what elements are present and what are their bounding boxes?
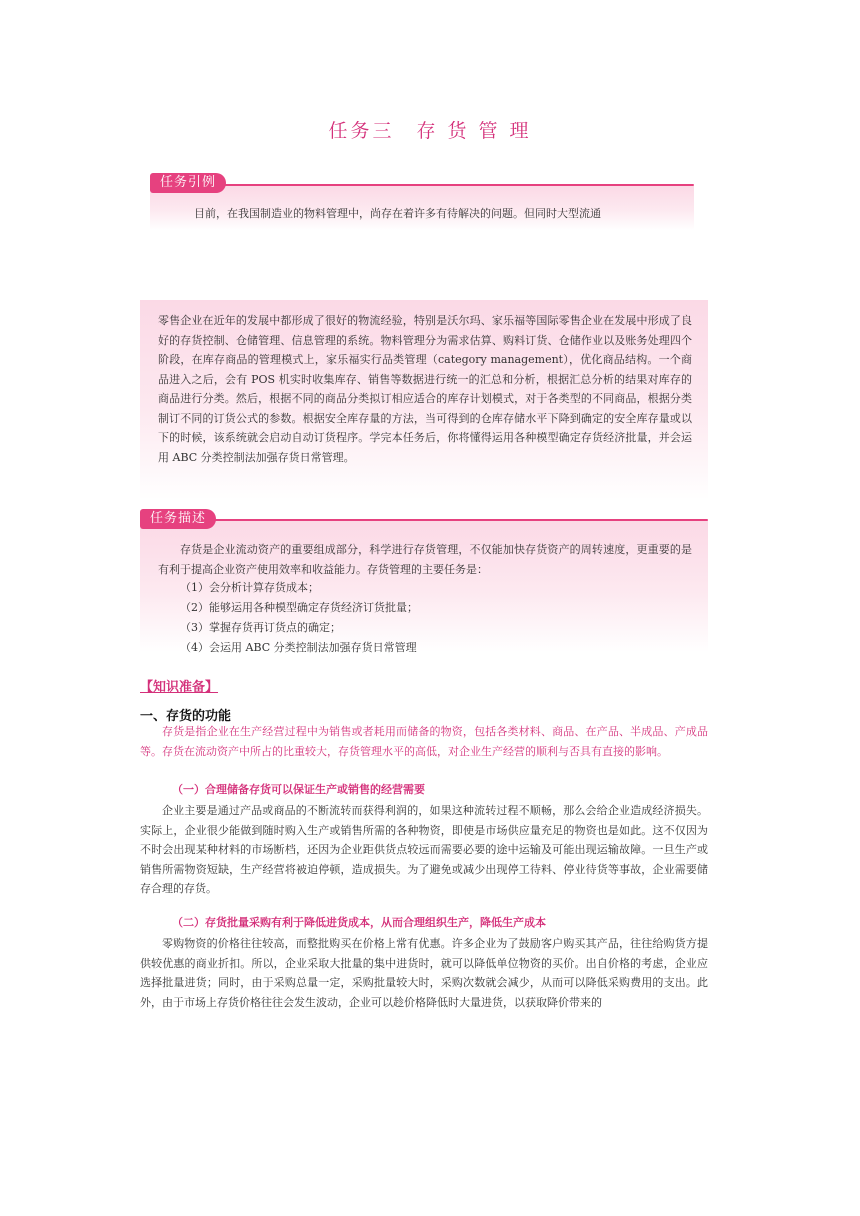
intro-paragraph: 零售企业在近年的发展中都形成了很好的物流经验，特别是沃尔玛、家乐福等国际零售企业在发展中形成了良好的存货控制、仓储管理、信息管理的系统。物料管理分为需求估算、购料订货、仓储作业以及账务处理四个阶段，在库存商品的管理模式上，家乐福实行品类管理（category management），优化商品结构。一个商品进入之后，会有 POS 机实时收集库存、销售等数据进行统一的汇总和分析，根据汇总分析的结果对库存的商品进行分类。然后，根据不同的商品分类拟订相应适合的库存计划模式，对于各类型的不同商品，根据分类制订不同的订货公式的参数。根据安全库存量的方法，当可得到的仓库存储水平下降到确定的安全库存量或以下的时候，该系统就会启动自动订货程序。学完本任务后，你将懂得运用各种模型确定存货经济批量，并会运用 ABC 分类控制法加强存货日常管理。 (158, 314, 692, 464)
subsection-title: （二）存货批量采购有利于降低进货成本，从而合理组织生产，降低生产成本 (172, 916, 546, 929)
subsection-paragraph: 零购物资的价格往往较高，而整批购买在价格上常有优惠。许多企业为了鼓励客户购买其产品，往往给购货方提供较优惠的商业折扣。所以，企业采取大批量的集中进货时，就可以降低单位物资的买价。出自价格的考虑，企业应选择批量进货；同时，由于采购总量一定，采购批量较大时，采购次数就会减少，从而可以降低采购费用的支出。此外，由于市场上存货价格往往会发生波动，企业可以趁价格降低时大量进货，以获取降价带来的 (140, 937, 708, 1009)
description-list-item: （4）会运用 ABC 分类控制法加强存货日常管理 (180, 641, 417, 654)
description-list-item: （2）能够运用各种模型确定存货经济订货批量； (180, 601, 418, 614)
subsection-title: （一）合理储备存货可以保证生产或销售的经营需要 (172, 783, 425, 796)
intro-tag: 任务引例 (150, 173, 226, 193)
knowledge-heading: 【知识准备】 (140, 680, 219, 695)
intro-first-line: 目前，在我国制造业的物料管理中，尚存在着许多有待解决的问题。但同时大型流通 (194, 207, 601, 220)
intro-band-rule (210, 184, 694, 186)
page-title: 任务三 存 货 管 理 (328, 120, 532, 142)
description-tag: 任务描述 (140, 509, 216, 529)
subsection-paragraph: 企业主要是通过产品或商品的不断流转而获得利润的，如果这种流转过程不顺畅，那么会给企业造成经济损失。实际上，企业很少能做到随时购入生产或销售所需的各种物资，即使是市场供应量充足的物资也是如此。这不仅因为不时会出现某种材料的市场断档，还因为企业距供货点较远而需要必要的途中运输及可能出现运输故障。一旦生产或销售所需物资短缺，生产经营将被迫停顿，造成损失。为了避免或减少出现停工待料、停业待货等事故，企业需要储存合理的存货。 (140, 804, 708, 895)
description-list-item: （3）掌握存货再订货点的确定； (180, 621, 341, 634)
description-band-rule (212, 519, 708, 521)
section-paragraph: 存货是指企业在生产经营过程中为销售或者耗用而储备的物资，包括各类材料、商品、在产品、半成品、产成品等。存货在流动资产中所占的比重较大，存货管理水平的高低，对企业生产经营的顺利与否具有直接的影响。 (140, 725, 708, 758)
section-title: 一、存货的功能 (140, 709, 232, 724)
description-list-item: （1）会分析计算存货成本； (180, 581, 319, 594)
description-list (180, 578, 690, 658)
description-paragraph: 存货是企业流动资产的重要组成部分，科学进行存货管理，不仅能加快存货资产的周转速度，更重要的是有利于提高企业资产使用效率和收益能力。存货管理的主要任务是： (158, 543, 692, 576)
